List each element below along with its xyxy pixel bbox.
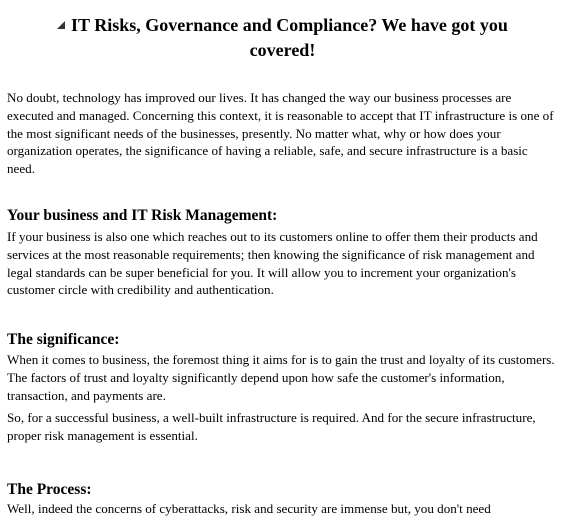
page-title-text: IT Risks, Governance and Compliance? We have got you covered!: [71, 15, 508, 60]
intro-paragraph: No doubt, technology has improved our lives. It has changed the way our business processes are executed and managed. Concerning this context, it is reasonable to accept that IT infrastructure is one of the most significant needs of the businesses, presently. No matter what, why or how does your organization operates, the significance of having a reliable, safe, and secure infrastructure is a basic need.: [7, 90, 554, 177]
collapse-triangle-icon[interactable]: [57, 21, 65, 29]
process-paragraph: Well, indeed the concerns of cyberattacks, risk and security are immense but, you don't need: [7, 501, 491, 516]
significance-paragraph-1: When it comes to business, the foremost thing it aims for is to gain the trust and loyalty of its customers. The factors of trust and loyalty significantly depend upon how safe the customer's information, transaction, and payments are.: [7, 352, 555, 403]
risk-management-paragraph: If your business is also one which reaches out to its customers online to offer them their products and services at the most reasonable requirements; then knowing the significance of risk management and legal standards can be super beneficial for you. It will allow you to increment your organization's customer circle with credibility and authentication.: [7, 229, 538, 298]
significance-paragraph-2: So, for a successful business, a well-built infrastructure is required. And for the secure infrastructure, proper risk management is essential.: [7, 410, 536, 443]
significance-heading: The significance:: [7, 331, 120, 348]
process-heading: The Process:: [7, 481, 92, 498]
page-title: [30, 13, 535, 63]
risk-management-heading: Your business and IT Risk Management:: [7, 207, 278, 224]
